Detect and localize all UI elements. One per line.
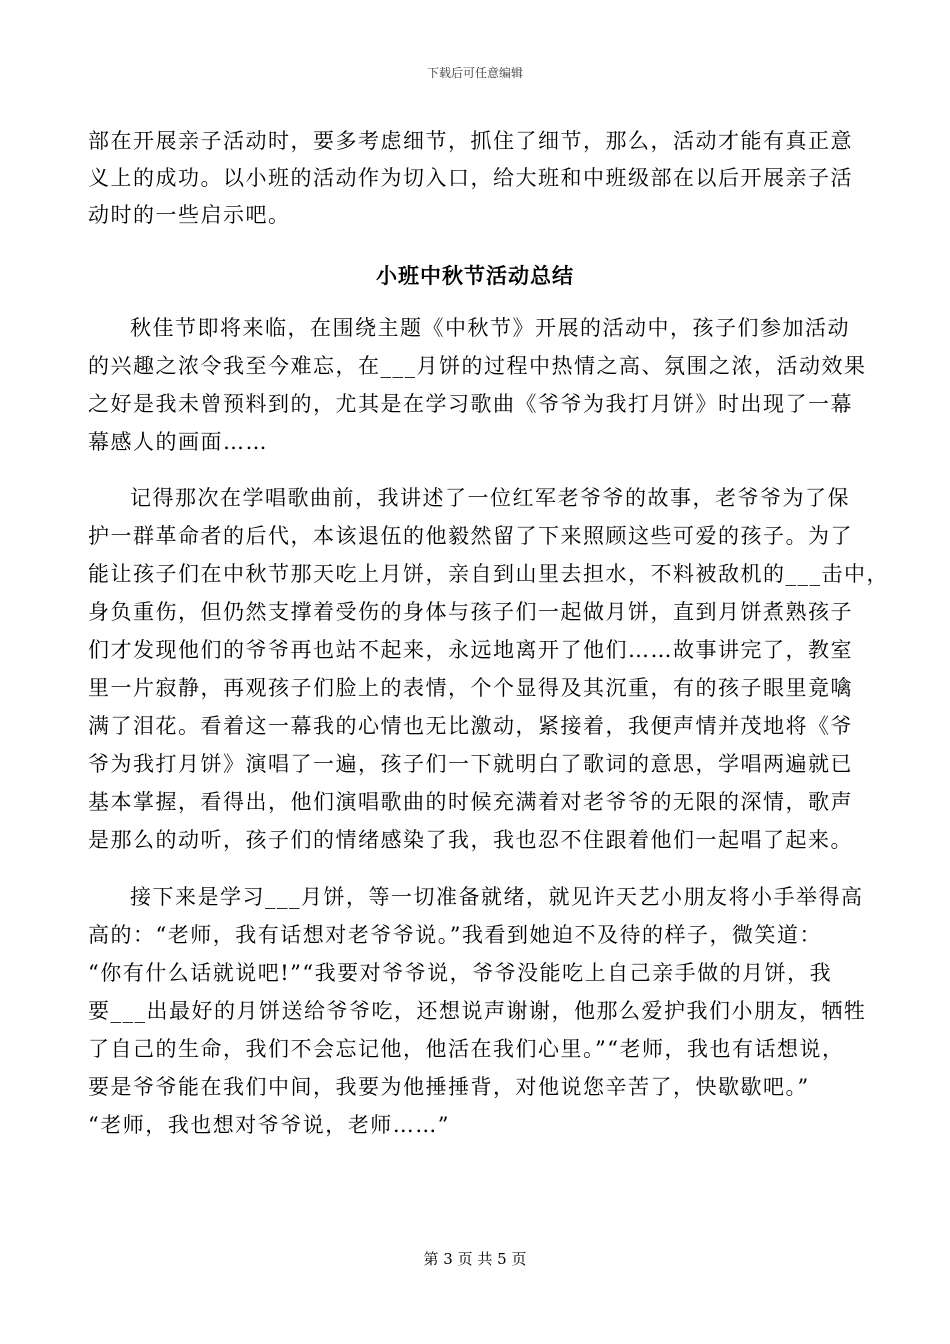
intro-line-2: 义上的成功。以小班的活动作为切入口，给大班和中班级部在以后开展亲子活 [88,166,853,190]
para3-line-2: 高的：“老师，我有话想对老爷爷说。”我看到她迫不及待的样子，微笑道： [88,923,822,947]
para3-line-7: “老师，我也想对爷爷说，老师……” [88,1113,450,1137]
para3-line-1: 接下来是学习___月饼，等一切准备就绪，就见许天艺小朋友将小手举得高 [130,885,864,909]
para2-line-7: 满了泪花。看着这一幕我的心情也无比激动，紧接着，我便声情并茂地将《爷 [88,714,853,738]
intro-line-1: 部在开展亲子活动时，要多考虑细节，抓住了细节，那么，活动才能有真正意 [88,129,853,153]
para1-line-3: 之好是我未曾预料到的，尤其是在学习歌曲《爷爷为我打月饼》时出现了一幕 [88,392,853,416]
para2-line-3: 能让孩子们在中秋节那天吃上月饼，亲自到山里去担水，不料被敌机的___击中， [88,562,889,586]
para2-line-6: 里一片寂静，再观孩子们脸上的表情，个个显得及其沉重，有的孩子眼里竟噙 [88,676,853,700]
para2-line-2: 护一群革命者的后代，本该退伍的他毅然留了下来照顾这些可爱的孩子。为了 [88,524,853,548]
section-title: 小班中秋节活动总结 [376,263,574,288]
para2-line-8: 爷为我打月饼》演唱了一遍，孩子们一下就明白了歌词的意思，学唱两遍就已 [88,752,853,776]
para2-line-9: 基本掌握，看得出，他们演唱歌曲的时候充满着对老爷爷的无限的深情，歌声 [88,790,853,814]
para1-line-1: 秋佳节即将来临，在围绕主题《中秋节》开展的活动中，孩子们参加活动 [130,316,850,340]
intro-line-3: 动时的一些启示吧。 [88,203,291,227]
para2-line-4: 身负重伤，但仍然支撑着受伤的身体与孩子们一起做月饼，直到月饼煮熟孩子 [88,600,853,624]
page-header-note: 下载后可任意编辑 [426,66,523,80]
page-footer-number: 第 3 页 共 5 页 [423,1250,527,1268]
para3-line-5: 了自己的生命，我们不会忘记他，他活在我们心里。”“老师，我也有话想说， [88,1037,845,1061]
para3-line-6: 要是爷爷能在我们中间，我要为他捶捶背，对他说您辛苦了，快歇歇吧。” [88,1075,810,1099]
para2-line-10: 是那么的动听，孩子们的情绪感染了我，我也忍不住跟着他们一起唱了起来。 [88,828,853,852]
para1-line-2: 的兴趣之浓令我至今难忘，在___月饼的过程中热情之高、氛围之浓，活动效果 [88,354,867,378]
para3-line-3: “你有什么话就说吧!”“我要对爷爷说，爷爷没能吃上自己亲手做的月饼，我 [88,961,833,985]
para2-line-5: 们才发现他们的爷爷再也站不起来，永远地离开了他们……故事讲完了，教室 [88,638,853,662]
para3-line-4: 要___出最好的月饼送给爷爷吃，还想说声谢谢，他那么爱护我们小朋友，牺牲 [88,999,867,1023]
para1-line-4: 幕感人的画面…… [88,430,268,454]
para2-line-1: 记得那次在学唱歌曲前，我讲述了一位红军老爷爷的故事，老爷爷为了保 [130,486,850,510]
